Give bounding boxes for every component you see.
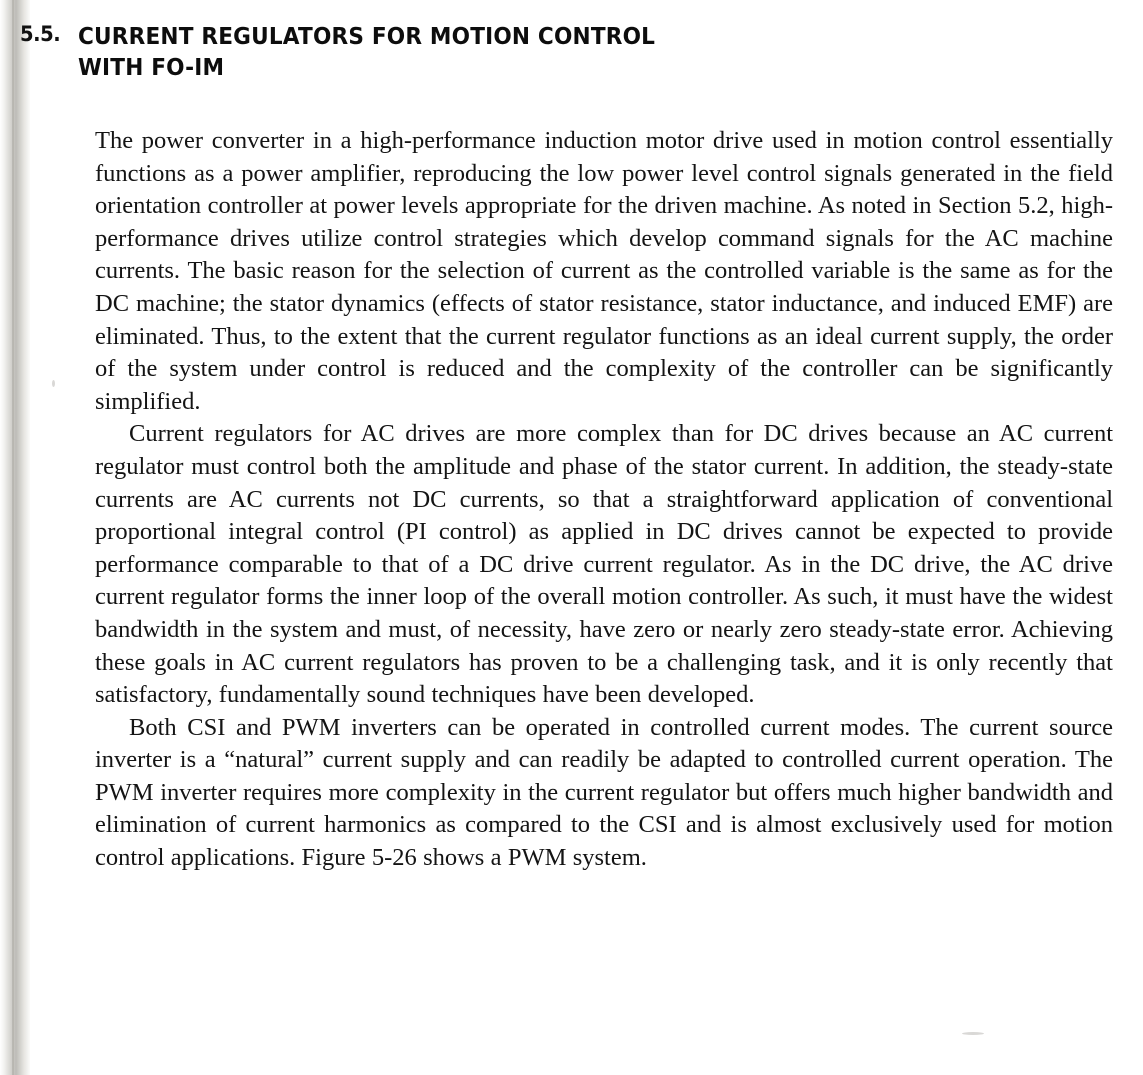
paragraph: The power converter in a high-performance induction motor drive used in motion control essentially functions as a power amplifier, reproducing the low power level control signals generated in the field orientation controller at power levels appropriate for the driven machine. As noted in Section 5.2, high-performance drives utilize control strategies which develop command signals for the AC machine currents. The basic reason for the selection of current as the controlled variable is the same as for the DC machine; the stator dynamics (effects of stator resistance, stator inductance, and induced EMF) are eliminated. Thus, to the extent that the current regulator functions as an ideal current supply, the order of the system under control is reduced and the complexity of the controller can be significantly simplified. bbox=[95, 127, 1113, 415]
scan-speckle bbox=[962, 1032, 984, 1035]
body-text-column bbox=[95, 125, 1113, 875]
paragraph: Current regulators for AC drives are more complex than for DC drives because an AC current regulator must control both the amplitude and phase of the stator current. In addition, the steady-state currents are AC currents not DC currents, so that a straightforward application of conventional proportional integral control (PI control) as applied in DC drives cannot be expected to provide performance comparable to that of a DC drive current regulator. As in the DC drive, the AC drive current regulator forms the inner loop of the overall motion controller. As such, it must have the widest bandwidth in the system and must, of necessity, have zero or nearly zero steady-state error. Achieving these goals in AC current regulators has proven to be a challenging task, and it is only recently that satisfactory, fundamentally sound techniques have been developed. bbox=[95, 420, 1113, 709]
page-gutter-shadow bbox=[0, 0, 30, 1075]
section-heading bbox=[20, 22, 1110, 84]
section-number: 5.5. bbox=[20, 22, 61, 46]
section-title-line-2: WITH FO-IM bbox=[78, 55, 225, 81]
page-gutter-edge bbox=[12, 0, 14, 1075]
scan-speckle bbox=[52, 380, 55, 387]
section-title-line-1: CURRENT REGULATORS FOR MOTION CONTROL bbox=[78, 24, 656, 50]
paragraph: Both CSI and PWM inverters can be operated in controlled current modes. The current source inverter is a “natural” current supply and can readily be adapted to controlled current operation. The PWM inverter requires more complexity in the current regulator but offers much higher bandwidth and elimination of current harmonics as compared to the CSI and is almost exclusively used for motion control applications. Figure 5-26 shows a PWM system. bbox=[95, 713, 1113, 872]
